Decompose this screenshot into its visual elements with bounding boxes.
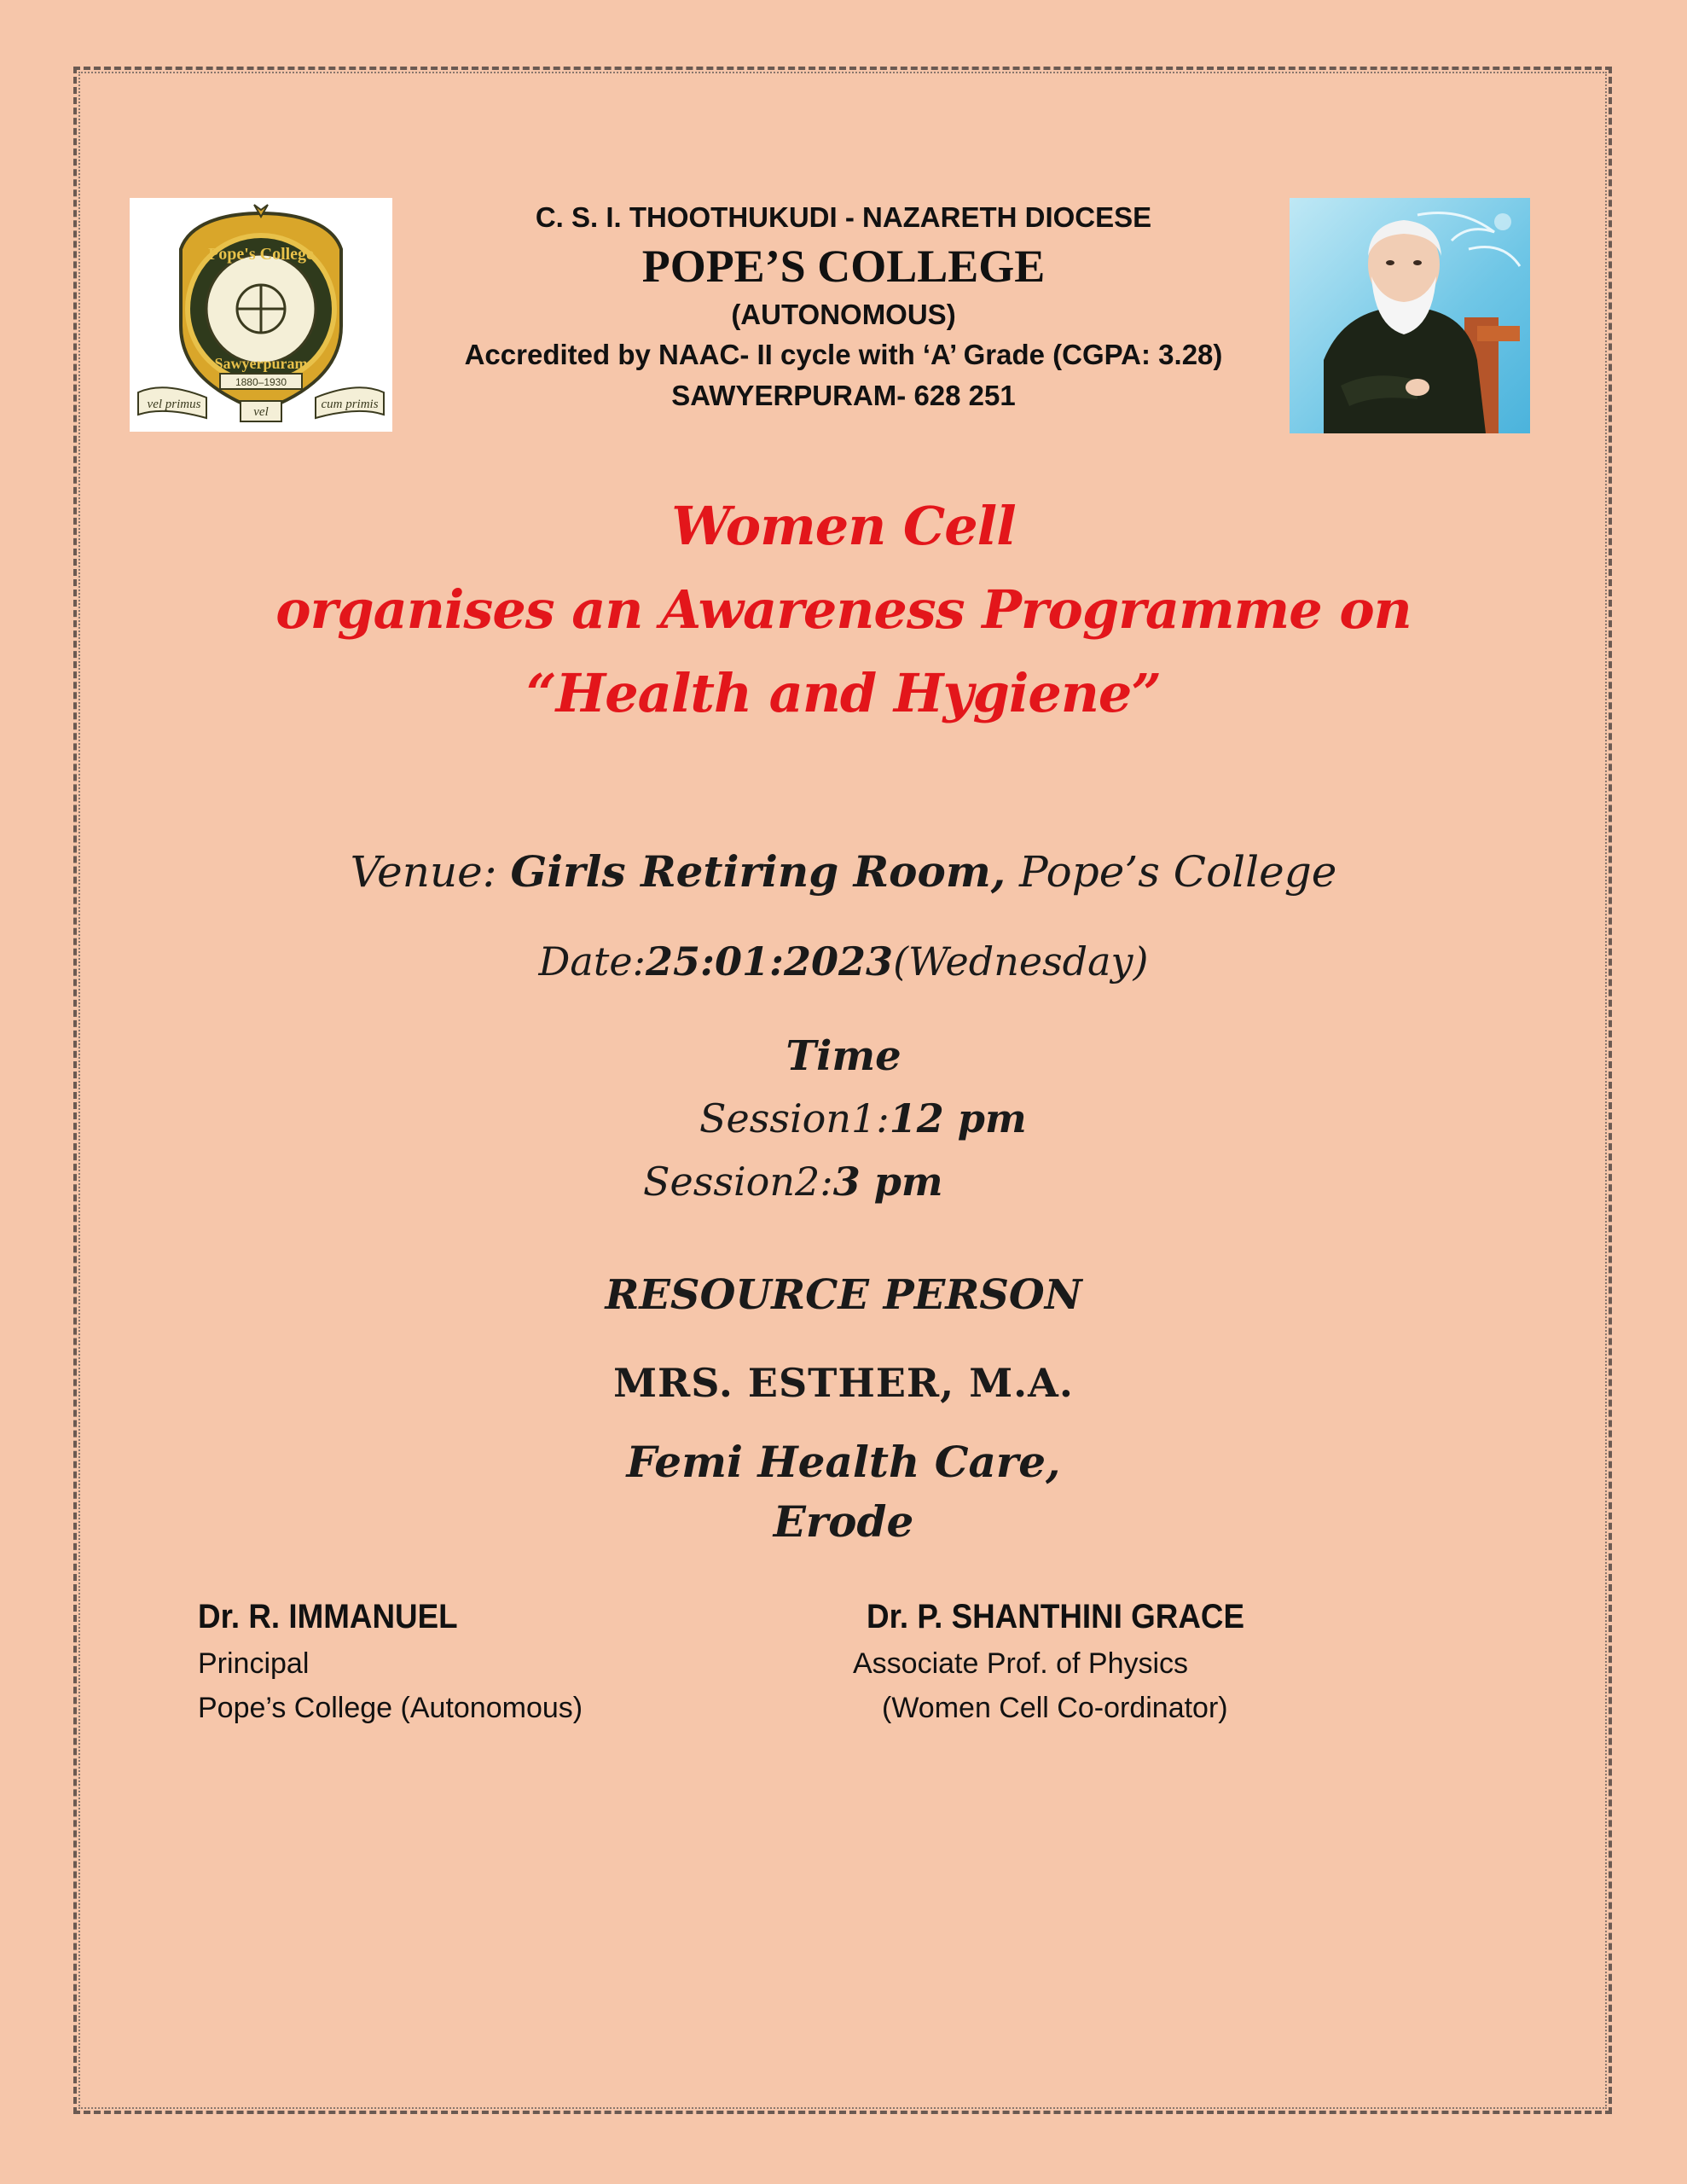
signatory-coordinator bbox=[853, 1592, 1278, 1730]
date-label: Date: bbox=[538, 938, 646, 985]
session1-value: 12 pm bbox=[889, 1095, 1027, 1141]
coordinator-org: (Women Cell Co-ordinator) bbox=[882, 1692, 1228, 1724]
college-address: SAWYERPURAM- 628 251 bbox=[671, 380, 1016, 411]
resource-person-name: MRS. ESTHER, M.A. bbox=[613, 1360, 1074, 1406]
college-status: (AUTONOMOUS) bbox=[731, 299, 956, 330]
svg-text:vel: vel bbox=[253, 405, 269, 419]
time-label: Time bbox=[786, 1032, 901, 1080]
principal-org: Pope’s College (Autonomous) bbox=[198, 1692, 583, 1724]
svg-text:cum primis: cum primis bbox=[321, 398, 379, 411]
college-header bbox=[0, 198, 1687, 416]
event-description: organises an Awareness Programme on bbox=[275, 578, 1412, 641]
signatory-principal bbox=[198, 1592, 583, 1730]
college-name: POPE’S COLLEGE bbox=[641, 241, 1046, 292]
date-line bbox=[0, 938, 1687, 985]
principal-role: Principal bbox=[198, 1647, 310, 1680]
coordinator-role: Associate Prof. of Physics bbox=[853, 1647, 1189, 1680]
venue-rest: Pope’s College bbox=[1006, 847, 1337, 897]
accreditation-text: Accredited by NAAC- II cycle with ‘A’ Grade (CGPA: 3.28) bbox=[464, 339, 1223, 370]
event-topic: “Health and Hygiene” bbox=[525, 662, 1162, 724]
date-value: 25:01:2023 bbox=[646, 938, 894, 985]
resource-person-org: Femi Health Care, bbox=[626, 1437, 1061, 1487]
session2-value: 3 pm bbox=[832, 1159, 943, 1205]
session2-line bbox=[643, 1159, 943, 1205]
venue-label: Venue: bbox=[350, 847, 511, 897]
venue-place: Girls Retiring Room, bbox=[510, 846, 1006, 897]
venue-line bbox=[0, 846, 1687, 897]
coordinator-name: Dr. P. SHANTHINI GRACE bbox=[867, 1598, 1245, 1635]
session2-label: Session2: bbox=[643, 1159, 833, 1205]
principal-name: Dr. R. IMMANUEL bbox=[198, 1598, 458, 1635]
session1-label: Session1: bbox=[699, 1095, 890, 1141]
svg-text:Pope's College: Pope's College bbox=[208, 245, 314, 264]
resource-person-label: RESOURCE PERSON bbox=[605, 1271, 1082, 1319]
svg-text:Sawyerpuram: Sawyerpuram bbox=[214, 355, 308, 372]
session1-line bbox=[699, 1095, 1027, 1141]
svg-text:1880–1930: 1880–1930 bbox=[235, 376, 287, 388]
resource-person-city: Erode bbox=[773, 1496, 914, 1547]
date-day: (Wednesday) bbox=[893, 938, 1149, 985]
event-organizer: Women Cell bbox=[671, 495, 1016, 557]
svg-text:vel primus: vel primus bbox=[147, 398, 201, 411]
diocese-name: C. S. I. THOOTHUKUDI - NAZARETH DIOCESE bbox=[535, 201, 1152, 233]
